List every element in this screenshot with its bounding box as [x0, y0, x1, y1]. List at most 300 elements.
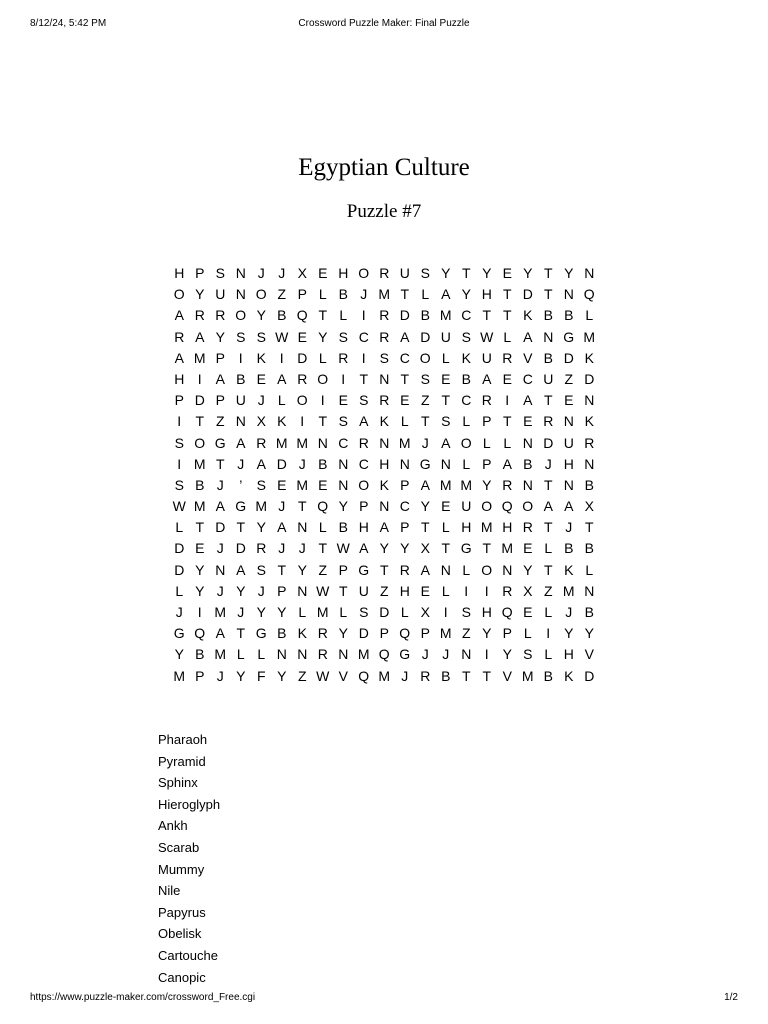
grid-cell: J: [565, 604, 573, 620]
grid-cell: Y: [338, 625, 348, 642]
grid-cell: S: [359, 604, 369, 620]
grid-cell: R: [194, 307, 205, 324]
grid-cell: K: [277, 413, 287, 430]
grid-cell: O: [255, 286, 267, 303]
grid-cell: Y: [482, 476, 492, 493]
grid-cell: Y: [256, 519, 266, 536]
grid-cell: Y: [338, 498, 348, 515]
grid-cell: V: [523, 349, 533, 366]
grid-row: [169, 390, 600, 411]
grid-row: [169, 433, 600, 454]
grid-cell: Q: [358, 667, 370, 684]
grid-cell: T: [277, 561, 287, 578]
grid-cell: B: [584, 604, 594, 620]
print-header: [0, 18, 768, 32]
grid-cell: W: [316, 667, 330, 684]
grid-cell: S: [338, 413, 348, 430]
word-list-item: Ankh: [158, 818, 188, 834]
grid-cell: L: [462, 455, 471, 472]
grid-cell: N: [379, 498, 390, 515]
grid-cell: Y: [236, 667, 246, 684]
grid-cell: J: [216, 667, 224, 684]
grid-row: [169, 305, 600, 326]
grid-cell: T: [502, 286, 512, 303]
grid-cell: Q: [296, 307, 308, 324]
grid-cell: N: [584, 582, 595, 599]
grid-cell: X: [297, 265, 307, 281]
grid-cell: T: [543, 519, 553, 536]
grid-cell: J: [298, 540, 306, 557]
grid-cell: T: [318, 540, 328, 557]
grid-cell: I: [546, 625, 551, 642]
grid-cell: J: [237, 455, 245, 472]
grid-cell: C: [522, 370, 533, 387]
grid-cell: H: [502, 519, 513, 536]
grid-cell: D: [194, 392, 205, 409]
grid-cell: K: [564, 561, 574, 578]
grid-cell: G: [399, 646, 411, 663]
grid-cell: T: [215, 455, 225, 472]
grid-cell: T: [195, 519, 205, 536]
grid-cell: B: [543, 349, 553, 366]
grid-cell: P: [482, 455, 492, 472]
print-document-title: Crossword Puzzle Maker: Final Puzzle: [298, 18, 470, 29]
grid-cell: Y: [236, 582, 246, 599]
grid-cell: H: [174, 370, 185, 387]
grid-cell: N: [522, 476, 533, 493]
grid-cell: B: [338, 519, 348, 536]
word-list-item: Obelisk: [158, 926, 202, 942]
grid-cell: B: [564, 307, 574, 324]
grid-cell: Z: [564, 370, 574, 387]
grid-cell: G: [563, 328, 575, 345]
grid-cell: I: [464, 582, 469, 599]
grid-cell: N: [317, 434, 328, 451]
grid-cell: B: [318, 455, 328, 472]
grid-cell: S: [420, 370, 430, 387]
grid-cell: Z: [543, 582, 553, 599]
grid-cell: I: [341, 370, 346, 387]
grid-cell: S: [174, 476, 184, 493]
grid-cell: R: [522, 519, 533, 536]
grid-row: [169, 369, 600, 390]
grid-cell: N: [522, 434, 533, 451]
grid-row: [169, 348, 600, 369]
grid-cell: K: [564, 667, 574, 684]
grid-cell: Y: [195, 561, 205, 578]
grid-cell: T: [236, 625, 246, 642]
grid-cell: R: [379, 328, 390, 345]
grid-cell: I: [361, 307, 366, 324]
grid-cell: J: [544, 455, 552, 472]
grid-cell: S: [236, 328, 246, 345]
grid-cell: M: [521, 667, 534, 684]
grid-row: [169, 560, 600, 581]
grid-cell: L: [523, 625, 532, 642]
grid-cell: C: [461, 307, 472, 324]
grid-cell: M: [562, 582, 575, 599]
grid-cell: L: [318, 519, 327, 536]
grid-cell: N: [584, 455, 595, 472]
grid-cell: G: [173, 625, 185, 642]
grid-cell: R: [338, 349, 349, 366]
grid-cell: N: [379, 370, 390, 387]
grid-cell: T: [461, 667, 471, 684]
grid-cell: J: [360, 286, 368, 303]
grid-cell: Y: [502, 646, 512, 663]
grid-row: [169, 263, 600, 284]
grid-cell: N: [297, 582, 308, 599]
grid-cell: S: [461, 328, 471, 345]
grid-cell: G: [358, 561, 370, 578]
grid-cell: T: [236, 519, 246, 536]
grid-cell: S: [338, 328, 348, 345]
word-list-item: Canopic: [158, 969, 206, 985]
grid-cell: P: [502, 625, 512, 642]
grid-cell: B: [441, 667, 451, 684]
grid-cell: J: [257, 582, 265, 599]
grid-cell: J: [442, 646, 450, 663]
grid-cell: L: [175, 582, 184, 599]
grid-cell: M: [193, 455, 206, 472]
grid-cell: Y: [523, 561, 533, 578]
grid-cell: M: [501, 540, 514, 557]
grid-cell: A: [379, 519, 389, 536]
grid-cell: M: [439, 307, 452, 324]
grid-cell: O: [358, 265, 370, 281]
grid-cell: A: [482, 370, 492, 387]
grid-cell: R: [502, 582, 513, 599]
grid-cell: W: [275, 328, 289, 345]
grid-cell: Q: [583, 286, 595, 303]
grid-cell: O: [358, 476, 370, 493]
grid-cell: M: [296, 476, 309, 493]
grid-cell: S: [359, 392, 369, 409]
grid-cell: K: [461, 349, 471, 366]
grid-cell: A: [215, 498, 225, 515]
grid-cell: Y: [461, 286, 471, 303]
grid-cell: D: [584, 370, 595, 387]
grid-cell: Y: [420, 498, 430, 515]
grid-row: [169, 517, 600, 538]
grid-cell: P: [195, 667, 205, 684]
grid-cell: E: [523, 540, 533, 557]
grid-cell: E: [420, 582, 430, 599]
grid-cell: S: [461, 604, 471, 620]
grid-cell: E: [318, 476, 328, 493]
grid-cell: A: [523, 392, 533, 409]
grid-cell: D: [563, 349, 574, 366]
grid-cell: X: [523, 582, 533, 599]
grid-cell: M: [357, 646, 370, 663]
grid-cell: P: [277, 582, 287, 599]
grid-cell: N: [297, 646, 308, 663]
grid-cell: C: [358, 455, 369, 472]
grid-cell: M: [583, 328, 596, 345]
grid-cell: L: [257, 646, 266, 663]
grid-cell: N: [235, 265, 246, 281]
grid-cell: M: [255, 498, 268, 515]
grid-cell: S: [256, 476, 266, 493]
grid-cell: A: [420, 476, 430, 493]
grid-cell: R: [420, 667, 431, 684]
grid-cell: M: [480, 519, 493, 536]
grid-cell: H: [481, 604, 492, 620]
grid-cell: A: [236, 434, 246, 451]
grid-cell: T: [441, 540, 451, 557]
grid-cell: M: [378, 286, 391, 303]
grid-cell: K: [523, 307, 533, 324]
grid-cell: T: [359, 370, 369, 387]
grid-cell: P: [400, 519, 410, 536]
grid-cell: L: [298, 604, 307, 620]
word-list-item: Pharaoh: [158, 732, 208, 747]
grid-cell: M: [193, 349, 206, 366]
grid-cell: R: [256, 434, 267, 451]
grid-cell: G: [235, 498, 247, 515]
grid-cell: A: [277, 370, 287, 387]
grid-cell: M: [439, 476, 452, 493]
grid-cell: J: [421, 434, 429, 451]
grid-cell: Q: [501, 604, 513, 620]
grid-cell: I: [484, 646, 489, 663]
grid-cell: L: [318, 349, 327, 366]
grid-cell: J: [278, 540, 286, 557]
grid-cell: A: [564, 498, 574, 515]
grid-cell: J: [216, 582, 224, 599]
grid-cell: H: [174, 265, 185, 281]
grid-cell: U: [235, 392, 246, 409]
grid-cell: A: [174, 349, 184, 366]
grid-cell: B: [543, 667, 553, 684]
grid-cell: A: [277, 519, 287, 536]
grid-cell: J: [257, 265, 265, 281]
grid-cell: Y: [195, 286, 205, 303]
grid-cell: I: [197, 370, 202, 387]
grid-cell: U: [399, 265, 410, 281]
grid-cell: Y: [400, 540, 410, 557]
grid-cell: Q: [378, 646, 390, 663]
grid-cell: S: [174, 434, 184, 451]
grid-cell: R: [379, 265, 390, 281]
grid-cell: L: [585, 307, 594, 324]
grid-cell: T: [338, 582, 348, 599]
grid-cell: B: [277, 307, 287, 324]
grid-cell: O: [481, 498, 493, 515]
grid-cell: L: [441, 582, 450, 599]
grid-cell: E: [297, 328, 307, 345]
grid-cell: N: [584, 265, 595, 281]
grid-cell: K: [584, 413, 594, 430]
grid-cell: I: [361, 349, 366, 366]
grid-cell: I: [320, 392, 325, 409]
grid-row: [169, 327, 600, 348]
grid-cell: Y: [195, 582, 205, 599]
print-datetime: 8/12/24, 5:42 PM: [30, 18, 107, 29]
grid-cell: N: [338, 646, 349, 663]
grid-cell: B: [338, 286, 348, 303]
word-list-item: Pyramid: [158, 753, 206, 769]
grid-cell: J: [401, 667, 409, 684]
grid-cell: K: [379, 413, 389, 430]
grid-cell: T: [543, 392, 553, 409]
grid-cell: A: [441, 434, 451, 451]
grid-cell: T: [420, 413, 430, 430]
grid-cell: Q: [501, 498, 513, 515]
word-list-item: Mummy: [158, 861, 205, 877]
grid-cell: N: [563, 286, 574, 303]
grid-cell: A: [359, 413, 369, 430]
grid-cell: L: [462, 413, 471, 430]
grid-cell: Y: [441, 265, 451, 281]
grid-cell: T: [584, 519, 594, 536]
grid-cell: D: [358, 625, 369, 642]
grid-cell: B: [195, 476, 205, 493]
grid-cell: T: [482, 540, 492, 557]
grid-cell: E: [523, 413, 533, 430]
grid-cell: O: [235, 307, 247, 324]
grid-cell: U: [215, 286, 226, 303]
grid-cell: A: [236, 561, 246, 578]
grid-cell: N: [338, 476, 349, 493]
grid-cell: ’: [239, 476, 243, 493]
grid-cell: R: [317, 625, 328, 642]
grid-cell: F: [256, 667, 266, 684]
grid-cell: P: [215, 392, 225, 409]
grid-cell: I: [279, 349, 284, 366]
grid-cell: B: [584, 476, 594, 493]
grid-cell: J: [216, 476, 224, 493]
grid-cell: Y: [256, 604, 266, 620]
grid-cell: Y: [523, 265, 533, 281]
grid-cell: L: [236, 646, 245, 663]
grid-cell: R: [297, 370, 308, 387]
grid-cell: J: [237, 604, 245, 620]
grid-cell: N: [440, 455, 451, 472]
grid-cell: W: [172, 498, 186, 515]
grid-cell: S: [379, 349, 389, 366]
grid-cell: S: [215, 265, 225, 281]
grid-cell: L: [339, 307, 348, 324]
grid-cell: A: [543, 498, 553, 515]
grid-cell: A: [420, 561, 430, 578]
grid-cell: D: [297, 349, 308, 366]
grid-cell: B: [564, 540, 574, 557]
grid-cell: P: [359, 498, 369, 515]
grid-cell: Y: [277, 604, 287, 620]
grid-cell: M: [439, 625, 452, 642]
grid-cell: R: [481, 392, 492, 409]
grid-cell: D: [543, 434, 554, 451]
grid-cell: N: [297, 519, 308, 536]
grid-cell: T: [195, 413, 205, 430]
grid-cell: H: [379, 455, 390, 472]
grid-cell: M: [193, 498, 206, 515]
grid-cell: Y: [379, 540, 389, 557]
grid-cell: N: [235, 413, 246, 430]
grid-cell: T: [400, 370, 410, 387]
grid-cell: R: [215, 307, 226, 324]
grid-cell: B: [584, 540, 594, 557]
word-list: [158, 729, 220, 988]
grid-cell: T: [502, 413, 512, 430]
word-list-item: Cartouche: [158, 947, 218, 963]
grid-cell: Y: [256, 307, 266, 324]
grid-cell: E: [441, 498, 451, 515]
grid-cell: N: [215, 561, 226, 578]
grid-cell: O: [481, 561, 493, 578]
grid-cell: H: [461, 519, 472, 536]
grid-cell: L: [400, 413, 409, 430]
grid-cell: T: [482, 667, 492, 684]
grid-cell: H: [563, 455, 574, 472]
grid-cell: D: [399, 307, 410, 324]
grid-cell: O: [419, 349, 431, 366]
grid-cell: T: [318, 307, 328, 324]
grid-cell: D: [276, 455, 287, 472]
grid-cell: U: [440, 328, 451, 345]
grid-cell: O: [317, 370, 329, 387]
grid-cell: L: [421, 286, 430, 303]
grid-cell: R: [256, 540, 267, 557]
grid-cell: D: [174, 540, 185, 557]
grid-cell: P: [420, 625, 430, 642]
grid-cell: N: [502, 561, 513, 578]
grid-cell: C: [399, 498, 410, 515]
grid-cell: M: [316, 604, 329, 620]
grid-cell: J: [421, 646, 429, 663]
word-list-item: Hieroglyph: [158, 796, 221, 812]
grid-cell: E: [277, 476, 287, 493]
grid-cell: K: [379, 476, 389, 493]
grid-cell: A: [400, 328, 410, 345]
grid-cell: M: [173, 667, 186, 684]
grid-cell: I: [177, 455, 182, 472]
grid-cell: M: [275, 434, 288, 451]
grid-cell: L: [503, 328, 512, 345]
grid-cell: T: [543, 476, 553, 493]
grid-cell: O: [296, 392, 308, 409]
grid-cell: N: [379, 434, 390, 451]
grid-cell: T: [420, 519, 430, 536]
grid-cell: Y: [564, 265, 574, 281]
grid-cell: B: [195, 646, 205, 663]
grid-cell: E: [441, 370, 451, 387]
grid-cell: U: [461, 498, 472, 515]
grid-cell: R: [174, 328, 185, 345]
grid-cell: E: [256, 370, 266, 387]
grid-cell: V: [502, 667, 512, 684]
grid-row: [169, 623, 600, 644]
grid-cell: Y: [564, 625, 574, 642]
grid-cell: I: [443, 604, 448, 620]
grid-cell: L: [544, 646, 553, 663]
grid-cell: J: [216, 540, 224, 557]
grid-cell: Y: [318, 328, 328, 345]
grid-cell: N: [563, 413, 574, 430]
grid-cell: M: [214, 604, 227, 620]
puzzle-subtitle: Puzzle #7: [346, 201, 422, 222]
grid-row: [169, 284, 600, 305]
print-page-number: 1/2: [724, 992, 738, 1003]
grid-cell: R: [502, 349, 513, 366]
grid-cell: M: [378, 667, 391, 684]
grid-cell: B: [543, 307, 553, 324]
grid-cell: L: [339, 604, 348, 620]
grid-cell: D: [235, 540, 246, 557]
grid-cell: T: [379, 561, 389, 578]
grid-cell: L: [585, 561, 594, 578]
